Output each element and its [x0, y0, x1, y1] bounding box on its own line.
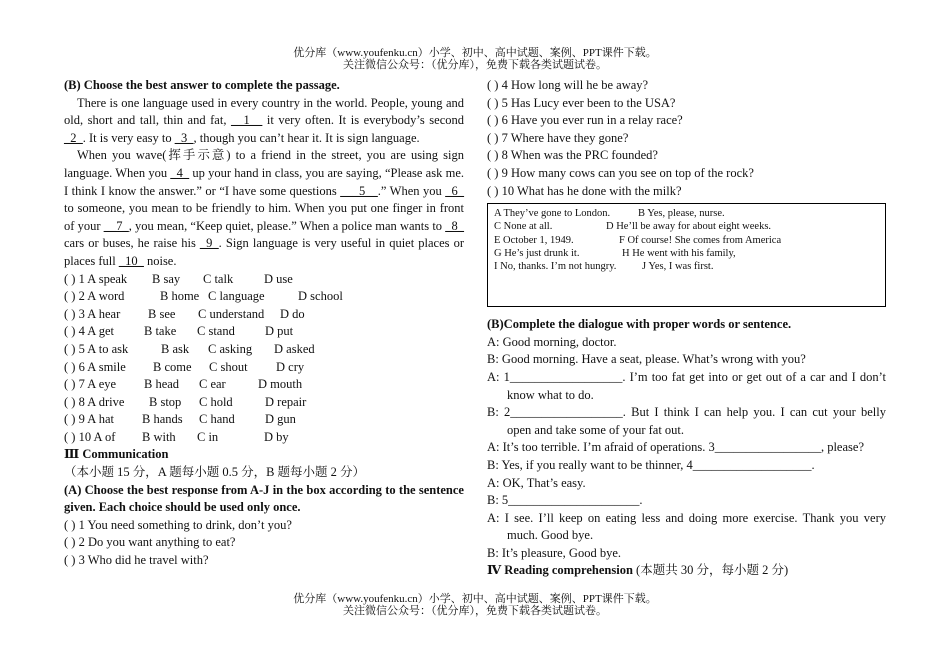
- dialogue-line: B: Good morning. Have a seat, please. What’s wrong with you?: [487, 352, 806, 367]
- footer-line-1: 优分库（www.youfenku.cn）小学、初中、高中试题、案例、PPT课件下载。: [293, 593, 657, 605]
- choice-row: A They’ve gone to London. B Yes, please, nurse.: [494, 208, 725, 220]
- left-column: [64, 77, 464, 570]
- option-row: ( ) 8 A drive B stop C hold D repair: [64, 394, 307, 409]
- choice-row: C None at all. D He’ll be away for about eight weeks.: [494, 221, 772, 233]
- blank-1: __1__: [231, 113, 263, 128]
- question-1: ( ) 1 You need something to drink, don’t you?: [64, 517, 292, 532]
- footer-line-2: 关注微信公众号：（优分库），免费下载各类试题试卷。: [343, 605, 607, 617]
- page-header: [0, 47, 950, 71]
- right-column: [487, 77, 886, 580]
- option-row: ( ) 1 A speak B say C talk D use: [64, 271, 293, 286]
- dialogue-line: A: I see. I’ll keep on eating less and doing more exercise. Thank you very much. Good bye.: [487, 510, 886, 543]
- blank-3: _3_: [174, 130, 194, 145]
- part-iv-heading: Ⅳ Reading comprehension (本题共 30 分，每小题 2 分): [487, 563, 789, 578]
- dialogue-line: B: 5_____________________.: [487, 493, 643, 508]
- question-5: ( ) 5 Has Lucy ever been to the USA?: [487, 95, 676, 110]
- question-3: ( ) 3 Who did he travel with?: [64, 553, 209, 568]
- dialogue-line: A: It’s too terrible. I’m afraid of operations. 3_________________, please?: [487, 440, 864, 455]
- dialogue-line: A: Good morning, doctor.: [487, 334, 617, 349]
- dialogue-line: A: OK, That’s easy.: [487, 475, 586, 490]
- answer-choices-box: [487, 203, 886, 307]
- passage-paragraph-1: There is one language used in every country in the world. People, young and old, short and tall, thin and fat, __1__ it very often. It is everybody’s second _2_. It is very easy to _3_, though you can’t hear it. It is sign language.: [64, 95, 465, 145]
- blank-10: _10_: [118, 253, 144, 268]
- header-line-1: 优分库（www.youfenku.cn）小学、初中、高中试题、案例、PPT课件下载。: [293, 47, 657, 59]
- option-row: ( ) 5 A to ask B ask C asking D asked: [64, 341, 315, 356]
- choice-row: E October 1, 1949. F Of course! She comes from America: [494, 234, 782, 246]
- header-line-2: 关注微信公众号：（优分库），免费下载各类试题试卷。: [343, 59, 607, 71]
- blank-7: __7_: [103, 218, 129, 233]
- part-iii-a-title: (A) Choose the best response from A-J in the box according to the sentence given. Each choice should be used only once.: [64, 482, 464, 515]
- blank-2: _2_: [64, 130, 83, 145]
- option-row: ( ) 2 A word B home C language D school: [64, 289, 343, 304]
- question-6: ( ) 6 Have you ever run in a relay race?: [487, 113, 683, 128]
- part-b-title: (B) Choose the best answer to complete the passage.: [64, 78, 340, 92]
- option-row: ( ) 4 A get B take C stand D put: [64, 324, 294, 339]
- choice-row: I No, thanks. I’m not hungry. J Yes, I was first.: [494, 260, 714, 272]
- option-row: ( ) 10 A of B with C in D by: [64, 429, 289, 444]
- dialogue-line: B: It’s pleasure, Good bye.: [487, 545, 622, 560]
- question-7: ( ) 7 Where have they gone?: [487, 130, 629, 145]
- dialogue-line: B: Yes, if you really want to be thinner, 4___________________.: [487, 457, 815, 472]
- option-row: ( ) 6 A smile B come C shout D cry: [64, 359, 305, 374]
- blank-5: ___5__: [340, 183, 378, 198]
- passage-paragraph-2: When you wave(挥手示意) to a friend in the street, you are using sign language. When you _4_ up your hand in class, you are saying, “Please ask me. I think I know the answer.” or “I have some questions ___5__.” When you _6_ to someone, you mean to be friendly to him. When you put one finger in front of your __7_, you mean, “Keep quiet, please.” When a police man wants to _8_ cars or buses, he raise his _9_. Sign language is very useful in quiet places or places full _10_ noise.: [64, 148, 465, 268]
- option-row: ( ) 7 A eye B head C ear D mouth: [64, 377, 303, 392]
- blank-8: _8_: [445, 218, 464, 233]
- blank-6: _6_: [445, 183, 465, 198]
- question-8: ( ) 8 When was the PRC founded?: [487, 148, 658, 163]
- dialogue-line: A: 1__________________. I’m too fat get into or get out of a car and I don’t know what to do.: [487, 369, 886, 402]
- choice-row: G He’s just drunk it. H He went with his family,: [494, 247, 736, 259]
- blank-4: _4_: [170, 165, 190, 180]
- question-9: ( ) 9 How many cows can you see on top of the rock?: [487, 165, 754, 180]
- option-row: ( ) 3 A hear B see C understand D do: [64, 306, 305, 321]
- question-2: ( ) 2 Do you want anything to eat?: [64, 535, 236, 550]
- part-iii-b-title: (B)Complete the dialogue with proper words or sentence.: [487, 317, 792, 332]
- page-footer: [0, 593, 950, 617]
- question-10: ( ) 10 What has he done with the milk?: [487, 183, 682, 198]
- option-row: ( ) 9 A hat B hands C hand D gun: [64, 412, 296, 427]
- question-4: ( ) 4 How long will he be away?: [487, 78, 649, 92]
- dialogue-line: B: 2__________________. But I think I can help you. I can cut your belly open and take some of your fat out.: [487, 405, 886, 437]
- part-iii-heading: Ⅲ Communication（本小题 15 分，A 题每小题 0.5 分，B 题每小题 2 分）: [64, 447, 366, 480]
- blank-9: _9_: [199, 236, 219, 251]
